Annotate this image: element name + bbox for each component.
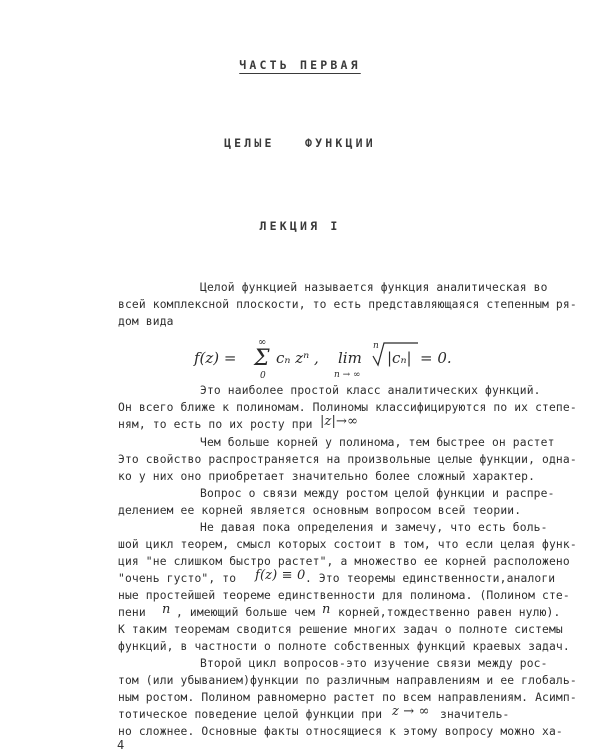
- handwritten-identity: f(z) ≡ 0: [255, 568, 306, 583]
- text-line: функций, в частности о полноте собственных функций краевых задач.: [118, 640, 570, 653]
- text-line: ным ростом. Полином равномерно растет по всем направлениям. Асимп-: [118, 691, 577, 704]
- text-line: Это наиболее простой класс аналитических функций.: [200, 384, 541, 397]
- page-number: 4: [117, 738, 125, 752]
- text-line: ко у них оно приобретает значительно более сложный характер.: [118, 470, 536, 483]
- text-line: том (или убыванием)функции по различным направлениям и ее глобаль-: [118, 674, 577, 687]
- formula-sum: Σ: [254, 346, 270, 371]
- text-line: значитель-: [440, 708, 510, 721]
- text-line: ные простейшей теореме единственности для полинома. (Полином сте-: [118, 589, 570, 602]
- text-line: ция "не слишком быстро растет", а множество ее корней расположено: [118, 555, 570, 568]
- formula-lim-sub: n → ∞: [334, 370, 361, 380]
- chapter-heading: ЦЕЛЫЕ ФУНКЦИИ: [224, 136, 376, 150]
- text-line: пени: [118, 606, 146, 619]
- text-line: ням, то есть по их росту при: [118, 418, 313, 431]
- formula-rhs: = 0.: [420, 349, 452, 367]
- handwritten-n: n: [162, 602, 171, 617]
- text-line: дом вида: [118, 315, 174, 328]
- text-line: , имеющий больше чем: [176, 606, 316, 619]
- text-line: . Это теоремы единственности,аналоги: [305, 572, 556, 585]
- text-line: Второй цикл вопросов-это изучение связи между рос-: [200, 657, 548, 670]
- handwritten-limit: z → ∞: [392, 704, 430, 719]
- text-line: но сложнее. Основные факты относящиеся к этому вопросу можно ха-: [118, 725, 563, 738]
- formula-term: cₙ zⁿ ,: [276, 349, 319, 367]
- part-heading: [0, 58, 600, 72]
- power-series-formula: [190, 336, 470, 380]
- lecture-heading: ЛЕКЦИЯ I: [259, 219, 341, 233]
- formula-lhs: f(z) =: [194, 349, 237, 367]
- text-line: К таким теоремам сводится решение многих задач о полноте системы: [118, 623, 563, 636]
- formula-root-index: n: [373, 341, 379, 351]
- text-line: шой цикл теорем, смысл которых состоит в том, что если целая функ-: [118, 538, 577, 551]
- text-line: всей комплексной плоскости, то есть представляющаяся степенным ря-: [118, 298, 577, 311]
- handwritten-n: n: [322, 602, 331, 617]
- handwritten-growth: |z|→∞: [320, 414, 359, 429]
- text-line: Не давая пока определения и замечу, что есть боль-: [200, 521, 548, 534]
- text-line: Чем больше корней у полинома, тем быстрее он растет: [200, 436, 555, 449]
- text-line: делением ее корней является основным вопросом всей теории.: [118, 504, 522, 517]
- part-heading-text: ЧАСТЬ ПЕРВАЯ: [239, 58, 361, 72]
- formula-sum-lower: 0: [260, 371, 266, 380]
- formula-sum-upper: ∞: [258, 337, 267, 348]
- formula-lim: lim: [338, 349, 362, 367]
- formula-radicand: |cₙ|: [387, 349, 412, 367]
- text-line: Целой функцией называется функция аналитическая во: [200, 281, 548, 294]
- text-line: Это свойство распространяется на произвольные целые функции, одна-: [118, 453, 577, 466]
- text-line: тотическое поведение целой функции при: [118, 708, 383, 721]
- text-line: Он всего ближе к полиномам. Полиномы классифицируются по их степе-: [118, 401, 577, 414]
- text-line: Вопрос о связи между ростом целой функции и распре-: [200, 487, 555, 500]
- text-line: "очень густо", то: [118, 572, 237, 585]
- text-line: корней,тождественно равен нулю).: [338, 606, 561, 619]
